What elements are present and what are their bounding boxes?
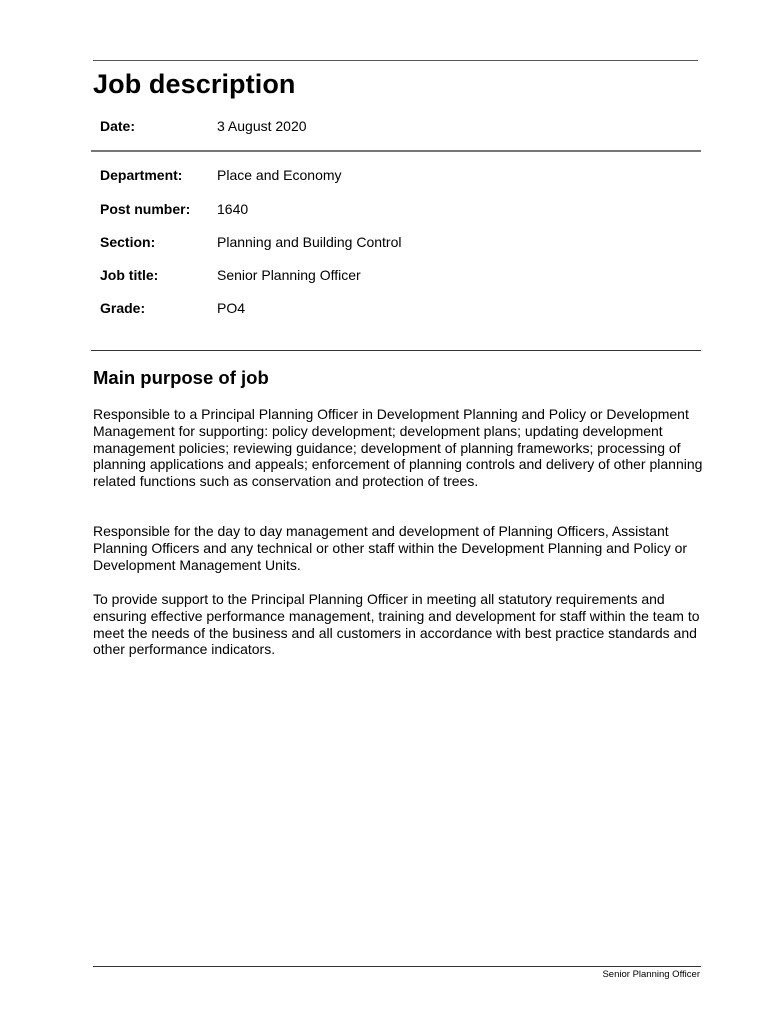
job-title-label: Job title: [100, 267, 159, 283]
header-divider [91, 150, 701, 152]
purpose-paragraph-2: Responsible for the day to day management and development of Planning Officers, Assistant Planning Officers and any technical or other staff within the Development Planning and Policy or Development Management Units. [93, 523, 688, 573]
date-label: Date: [100, 118, 136, 134]
document-title: Job description [93, 69, 296, 99]
fields-divider [91, 350, 701, 351]
section-label: Section: [100, 234, 156, 250]
job-title-value: Senior Planning Officer [217, 267, 361, 283]
top-divider [93, 60, 698, 61]
department-value: Place and Economy [217, 167, 342, 183]
grade-value: PO4 [217, 300, 246, 316]
footer-job-title: Senior Planning Officer [602, 969, 700, 980]
post-number-label: Post number: [100, 201, 191, 217]
section-value: Planning and Building Control [217, 234, 402, 250]
post-number-value: 1640 [217, 201, 249, 217]
purpose-paragraph-1: Responsible to a Principal Planning Officer in Development Planning and Policy or Development Management for supporting: policy development; development plans; updating development management policies; reviewing guidance; development of planning frameworks; processing of planning applications and appeals; enforcement of planning controls and delivery of other planning related functions such as conservation and protection of trees. [93, 406, 703, 490]
main-purpose-heading: Main purpose of job [93, 367, 269, 388]
purpose-paragraph-3: To provide support to the Principal Planning Officer in meeting all statutory requirements and ensuring effective performance management, training and development for staff within the team to meet the needs of the business and all customers in accordance with best practice standards and other performance indicators. [93, 591, 700, 658]
grade-label: Grade: [100, 300, 146, 316]
date-value: 3 August 2020 [217, 118, 307, 134]
department-label: Department: [100, 167, 183, 183]
footer-divider [93, 966, 701, 967]
